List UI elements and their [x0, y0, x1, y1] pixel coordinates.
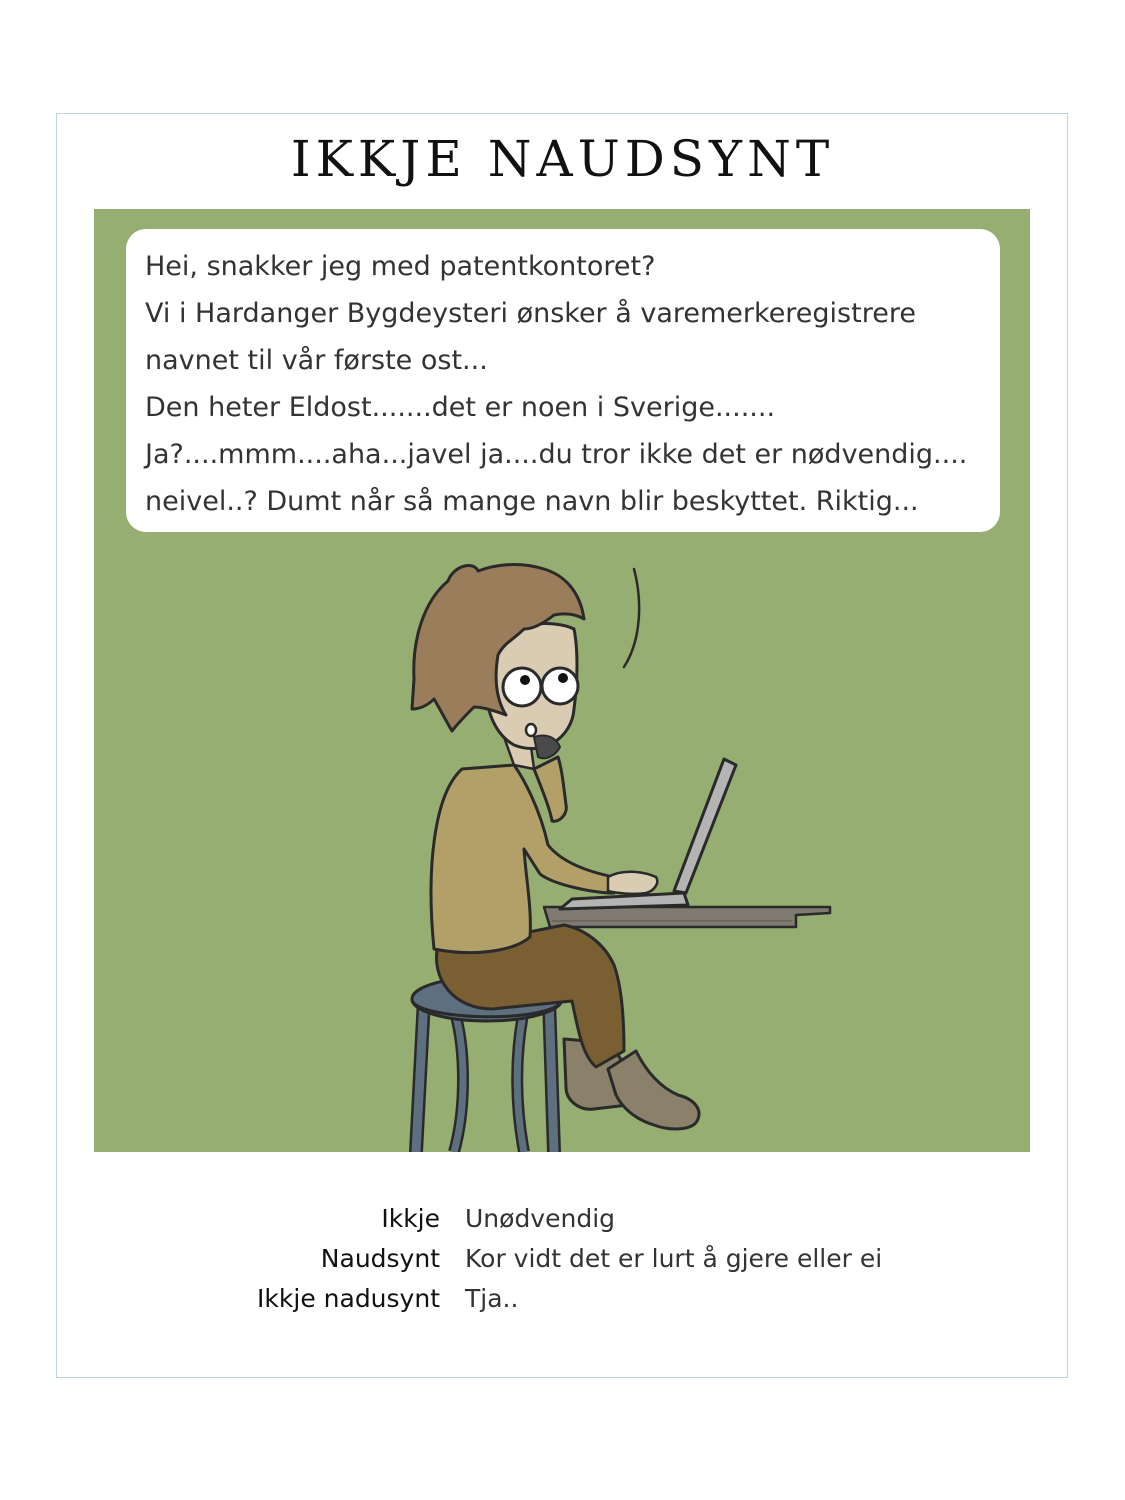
- speech-line: navnet til vår første ost...: [145, 345, 488, 376]
- speech-line: Vi i Hardanger Bygdeysteri ønsker å varemerkeregistrere: [145, 298, 916, 329]
- speech-line: Hei, snakker jeg med patentkontoret?: [145, 251, 656, 282]
- glossary-term: Ikkje: [381, 1204, 440, 1233]
- speech-line: neivel..? Dumt når så mange navn blir beskyttet. Riktig...: [145, 486, 919, 517]
- glossary-definition: Kor vidt det er lurt å gjere eller ei: [465, 1244, 883, 1273]
- glossary-row: [0, 1284, 1125, 1324]
- comic-panel: [94, 209, 1030, 1152]
- glossary-term: Naudsynt: [320, 1244, 440, 1273]
- character-head: [412, 565, 584, 749]
- speech-bubble: [126, 229, 1000, 532]
- comic-title: IKKJE NAUDSYNT: [290, 130, 835, 188]
- glossary-row: [0, 1244, 1125, 1284]
- glossary-definition: Unødvendig: [465, 1204, 616, 1233]
- speech-line: Ja?....mmm....aha...javel ja....du tror ikke det er nødvendig....: [145, 439, 968, 470]
- glossary-term: Ikkje nadusynt: [257, 1284, 440, 1313]
- glossary-row: [0, 1204, 1125, 1244]
- table-icon: [544, 907, 830, 927]
- speech-line: Den heter Eldost.......det er noen i Sverige.......: [145, 392, 776, 423]
- glossary-definition: Tja..: [465, 1284, 519, 1313]
